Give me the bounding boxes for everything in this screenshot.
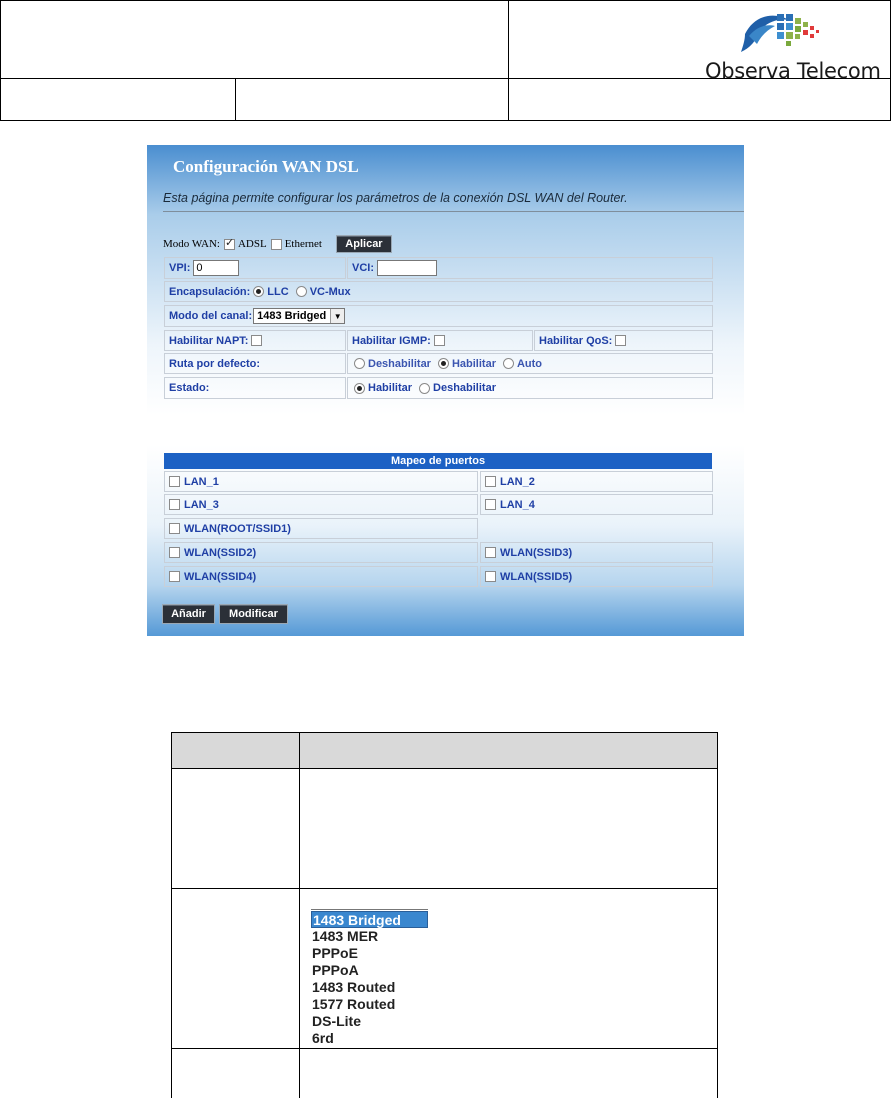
- option-1483-bridged[interactable]: 1483 Bridged: [311, 911, 428, 928]
- option-6rd[interactable]: 6rd: [312, 1030, 334, 1046]
- port-cell-wlan-ssid4: [164, 566, 478, 587]
- encapsulation-cell: [164, 281, 713, 302]
- channel-mode-value: 1483 Bridged: [257, 310, 327, 322]
- wlan-root-label: WLAN(ROOT/SSID1): [184, 522, 291, 535]
- llc-label: LLC: [267, 285, 289, 298]
- qos-cell: [534, 330, 713, 351]
- vc-mux-radio[interactable]: [296, 286, 307, 297]
- wlan-ssid5-checkbox[interactable]: [485, 571, 496, 582]
- status-cell: [347, 377, 713, 399]
- ethernet-label: Ethernet: [284, 238, 322, 250]
- encapsulation-label: Encapsulación:: [169, 285, 251, 298]
- table-cell: [172, 889, 300, 1049]
- port-mapping-grid: [162, 470, 715, 588]
- qos-checkbox[interactable]: [615, 335, 626, 346]
- adsl-checkbox[interactable]: [224, 239, 235, 250]
- lan4-label: LAN_4: [500, 498, 535, 511]
- page-title: Configuración WAN DSL: [173, 157, 359, 176]
- status-enable-radio[interactable]: [354, 383, 365, 394]
- modify-button[interactable]: Modificar: [219, 604, 288, 624]
- option-ds-lite[interactable]: DS-Lite: [312, 1013, 361, 1029]
- status-disable-radio[interactable]: [419, 383, 430, 394]
- port-cell-wlan-ssid2: [164, 542, 478, 563]
- option-pppoe[interactable]: PPPoE: [312, 945, 358, 961]
- channel-mode-select[interactable]: [253, 308, 345, 324]
- port-cell-wlan-ssid3: [480, 542, 713, 563]
- port-mapping-header: Mapeo de puertos: [164, 453, 712, 469]
- table-cell: [172, 1049, 300, 1098]
- wlan-ssid2-label: WLAN(SSID2): [184, 546, 257, 559]
- header-cell-bottom-2: [236, 79, 509, 121]
- qos-label: Habilitar QoS:: [539, 334, 613, 347]
- logo-text: Observa Telecom: [705, 59, 881, 83]
- option-1483-mer[interactable]: 1483 MER: [312, 928, 379, 944]
- igmp-checkbox[interactable]: [434, 335, 445, 346]
- route-enable-label: Habilitar: [451, 357, 496, 370]
- option-pppoa[interactable]: PPPoA: [312, 962, 359, 978]
- default-route-options: [354, 358, 549, 370]
- wan-config-form: [162, 256, 715, 404]
- table-cell: [172, 769, 300, 889]
- default-route-label: Ruta por defecto:: [169, 357, 261, 370]
- header-cell-bottom-1: [1, 79, 236, 121]
- wlan-root-checkbox[interactable]: [169, 523, 180, 534]
- lan1-label: LAN_1: [184, 475, 219, 488]
- status-disable-label: Deshabilitar: [433, 382, 496, 394]
- table-header-cell-2: [300, 733, 718, 769]
- router-config-panel: [147, 145, 744, 636]
- port-cell-lan2: [480, 471, 713, 492]
- wlan-ssid2-checkbox[interactable]: [169, 547, 180, 558]
- lan2-label: LAN_2: [500, 475, 535, 488]
- channel-mode-cell: [164, 305, 713, 327]
- igmp-label: Habilitar IGMP:: [352, 334, 431, 347]
- table-header-cell-1: [172, 733, 300, 769]
- vc-mux-label: VC-Mux: [309, 285, 351, 298]
- lan4-checkbox[interactable]: [485, 499, 496, 510]
- lan2-checkbox[interactable]: [485, 476, 496, 487]
- route-auto-radio[interactable]: [503, 358, 514, 369]
- wlan-ssid4-label: WLAN(SSID4): [184, 570, 257, 583]
- vci-input[interactable]: [377, 260, 437, 276]
- adsl-label: ADSL: [237, 238, 267, 250]
- wlan-ssid5-label: WLAN(SSID5): [500, 570, 573, 583]
- status-enable-label: Habilitar: [368, 382, 413, 394]
- route-disable-label: Deshabilitar: [368, 357, 431, 370]
- wan-mode-label: Modo WAN:: [163, 238, 220, 250]
- status-label: Estado:: [169, 382, 210, 394]
- napt-checkbox[interactable]: [251, 335, 262, 346]
- divider: [163, 211, 744, 212]
- vpi-input[interactable]: 0: [193, 260, 239, 276]
- wan-mode-row: [163, 235, 392, 253]
- wlan-ssid4-checkbox[interactable]: [169, 571, 180, 582]
- wlan-ssid3-checkbox[interactable]: [485, 547, 496, 558]
- chevron-down-icon: ▼: [330, 309, 344, 323]
- default-route-cell: [347, 353, 713, 374]
- route-auto-label: Auto: [516, 357, 543, 370]
- lan3-checkbox[interactable]: [169, 499, 180, 510]
- option-1483-routed[interactable]: 1483 Routed: [312, 979, 396, 995]
- dropdown-border: [311, 909, 428, 910]
- vci-cell: [347, 257, 713, 279]
- status-options: [354, 382, 503, 394]
- table-cell: [300, 1049, 718, 1098]
- add-button[interactable]: Añadir: [162, 604, 215, 624]
- option-1577-routed[interactable]: 1577 Routed: [312, 996, 396, 1012]
- encapsulation-options: [253, 286, 357, 298]
- default-route-label-cell: [164, 353, 346, 374]
- route-disable-radio[interactable]: [354, 358, 365, 369]
- route-enable-radio[interactable]: [438, 358, 449, 369]
- apply-button[interactable]: Aplicar: [336, 235, 392, 253]
- napt-label: Habilitar NAPT:: [169, 334, 249, 347]
- ethernet-checkbox[interactable]: [271, 239, 282, 250]
- port-cell-wlan-root: [164, 518, 478, 539]
- logo-mark-icon: [705, 6, 875, 62]
- vpi-cell: [164, 257, 346, 279]
- port-cell-lan3: [164, 494, 478, 515]
- vci-label: VCI:: [352, 262, 374, 274]
- port-cell-lan1: [164, 471, 478, 492]
- llc-radio[interactable]: [253, 286, 264, 297]
- channel-mode-options-list: [311, 911, 428, 1047]
- description-table: [171, 732, 718, 1098]
- page-description: Esta página permite configurar los parámetros de la conexión DSL WAN del Router.: [163, 191, 628, 205]
- company-logo: [705, 6, 881, 86]
- vpi-label: VPI:: [169, 262, 191, 274]
- port-cell-lan4: [480, 494, 713, 515]
- wlan-ssid3-label: WLAN(SSID3): [500, 546, 573, 559]
- lan3-label: LAN_3: [184, 498, 219, 511]
- table-cell: [300, 769, 718, 889]
- napt-cell: [164, 330, 346, 351]
- channel-mode-label: Modo del canal:: [169, 310, 253, 322]
- header-cell-top-left: [1, 1, 509, 79]
- status-label-cell: [164, 377, 346, 399]
- igmp-cell: [347, 330, 533, 351]
- port-cell-wlan-ssid5: [480, 566, 713, 587]
- lan1-checkbox[interactable]: [169, 476, 180, 487]
